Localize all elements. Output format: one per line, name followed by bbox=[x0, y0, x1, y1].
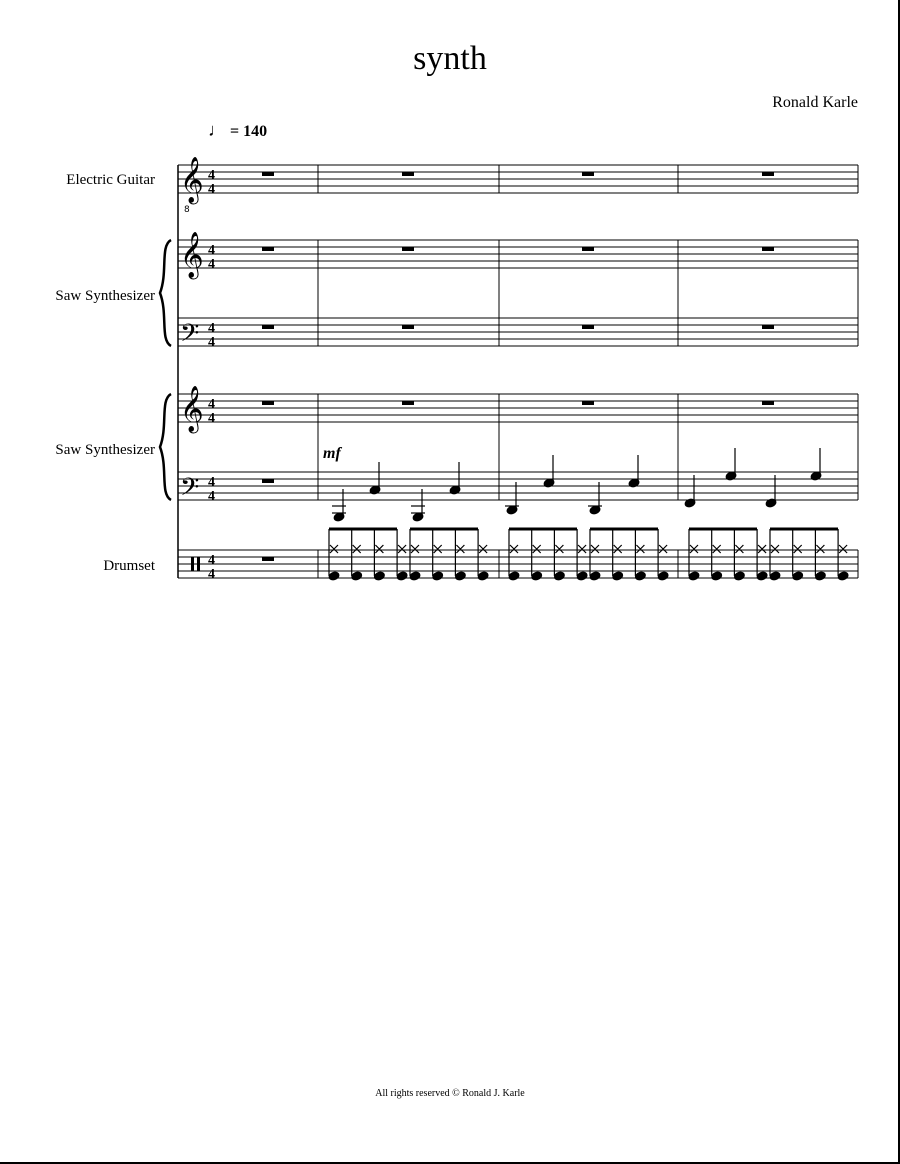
kick-note bbox=[576, 571, 588, 581]
svg-text:4: 4 bbox=[208, 397, 215, 412]
svg-text:4: 4 bbox=[208, 257, 215, 272]
kick-note bbox=[815, 571, 827, 581]
hihat-note bbox=[353, 545, 361, 553]
brace-synth1 bbox=[160, 240, 171, 346]
kick-note bbox=[432, 571, 444, 581]
svg-text:4: 4 bbox=[208, 168, 215, 183]
svg-text:4: 4 bbox=[208, 489, 215, 504]
treble-clef-icon: 𝄞 bbox=[180, 386, 204, 432]
hihat-note bbox=[659, 545, 667, 553]
hihat-note bbox=[510, 545, 518, 553]
whole-rests bbox=[262, 172, 774, 561]
copyright-footer: All rights reserved © Ronald J. Karle bbox=[375, 1088, 525, 1099]
hihat-note bbox=[758, 545, 766, 553]
instrument-label-saw-synth-1: Saw Synthesizer bbox=[55, 288, 155, 304]
svg-text:4: 4 bbox=[208, 243, 215, 258]
svg-text:4: 4 bbox=[208, 411, 215, 426]
kick-note bbox=[477, 571, 489, 581]
bass-clef-icon: 𝄢 bbox=[180, 473, 200, 508]
kick-note bbox=[374, 571, 386, 581]
staff-synth1-bass bbox=[178, 318, 858, 346]
hihat-note bbox=[398, 545, 406, 553]
hihat-note bbox=[330, 545, 338, 553]
composer: Ronald Karle bbox=[772, 94, 858, 111]
quarter-note-icon: ♩ bbox=[208, 120, 226, 140]
tempo-value: = 140 bbox=[230, 123, 268, 140]
kick-note bbox=[351, 571, 363, 581]
hihat-note bbox=[794, 545, 802, 553]
hihat-note bbox=[434, 545, 442, 553]
hihat-note bbox=[555, 545, 563, 553]
treble-clef-icon: 𝄞 bbox=[180, 157, 204, 203]
svg-text:4: 4 bbox=[208, 567, 215, 582]
kick-note bbox=[769, 571, 781, 581]
kick-note bbox=[455, 571, 467, 581]
instrument-label-electric-guitar: Electric Guitar bbox=[66, 172, 155, 188]
score-title: synth bbox=[413, 40, 487, 77]
instrument-label-saw-synth-2: Saw Synthesizer bbox=[55, 442, 155, 458]
kick-note bbox=[792, 571, 804, 581]
hihat-note bbox=[713, 545, 721, 553]
hihat-note bbox=[816, 545, 824, 553]
kick-note bbox=[837, 571, 849, 581]
svg-text:4: 4 bbox=[208, 553, 215, 568]
hihat-note bbox=[591, 545, 599, 553]
bass-clef-icon: 𝄢 bbox=[180, 319, 200, 354]
hihat-note bbox=[533, 545, 541, 553]
kick-note bbox=[396, 571, 408, 581]
treble-clef-icon: 𝄞 bbox=[180, 232, 204, 278]
brace-synth2 bbox=[160, 394, 171, 500]
hihat-note bbox=[411, 545, 419, 553]
hihat-note bbox=[614, 545, 622, 553]
svg-text:4: 4 bbox=[208, 335, 215, 350]
kick-note bbox=[756, 571, 768, 581]
hihat-note bbox=[456, 545, 464, 553]
kick-note bbox=[688, 571, 700, 581]
time-signatures bbox=[208, 168, 215, 582]
bass-notes bbox=[332, 448, 822, 522]
hihat-note bbox=[839, 545, 847, 553]
kick-note bbox=[554, 571, 566, 581]
hihat-note bbox=[636, 545, 644, 553]
hihat-note bbox=[375, 545, 383, 553]
drum-notes bbox=[328, 529, 849, 581]
staff-synth2-treble bbox=[178, 394, 858, 422]
kick-note bbox=[328, 571, 340, 581]
staff-synth2-bass bbox=[178, 472, 858, 500]
kick-note bbox=[612, 571, 624, 581]
kick-note bbox=[711, 571, 723, 581]
kick-note bbox=[657, 571, 669, 581]
octave-8-marker: 8 bbox=[184, 205, 190, 215]
staff-electric-guitar bbox=[178, 165, 858, 193]
barlines bbox=[318, 165, 858, 578]
svg-text:4: 4 bbox=[208, 475, 215, 490]
hihat-note bbox=[578, 545, 586, 553]
kick-note bbox=[589, 571, 601, 581]
kick-note bbox=[409, 571, 421, 581]
hihat-note bbox=[771, 545, 779, 553]
staff-synth1-treble bbox=[178, 240, 858, 268]
kick-note bbox=[508, 571, 520, 581]
instrument-label-drumset: Drumset bbox=[103, 558, 155, 574]
hihat-note bbox=[690, 545, 698, 553]
hihat-note bbox=[735, 545, 743, 553]
svg-text:4: 4 bbox=[208, 321, 215, 336]
svg-text:4: 4 bbox=[208, 182, 215, 197]
kick-note bbox=[734, 571, 746, 581]
kick-note bbox=[531, 571, 543, 581]
dynamic-marking: mf bbox=[323, 445, 341, 462]
kick-note bbox=[635, 571, 647, 581]
hihat-note bbox=[479, 545, 487, 553]
